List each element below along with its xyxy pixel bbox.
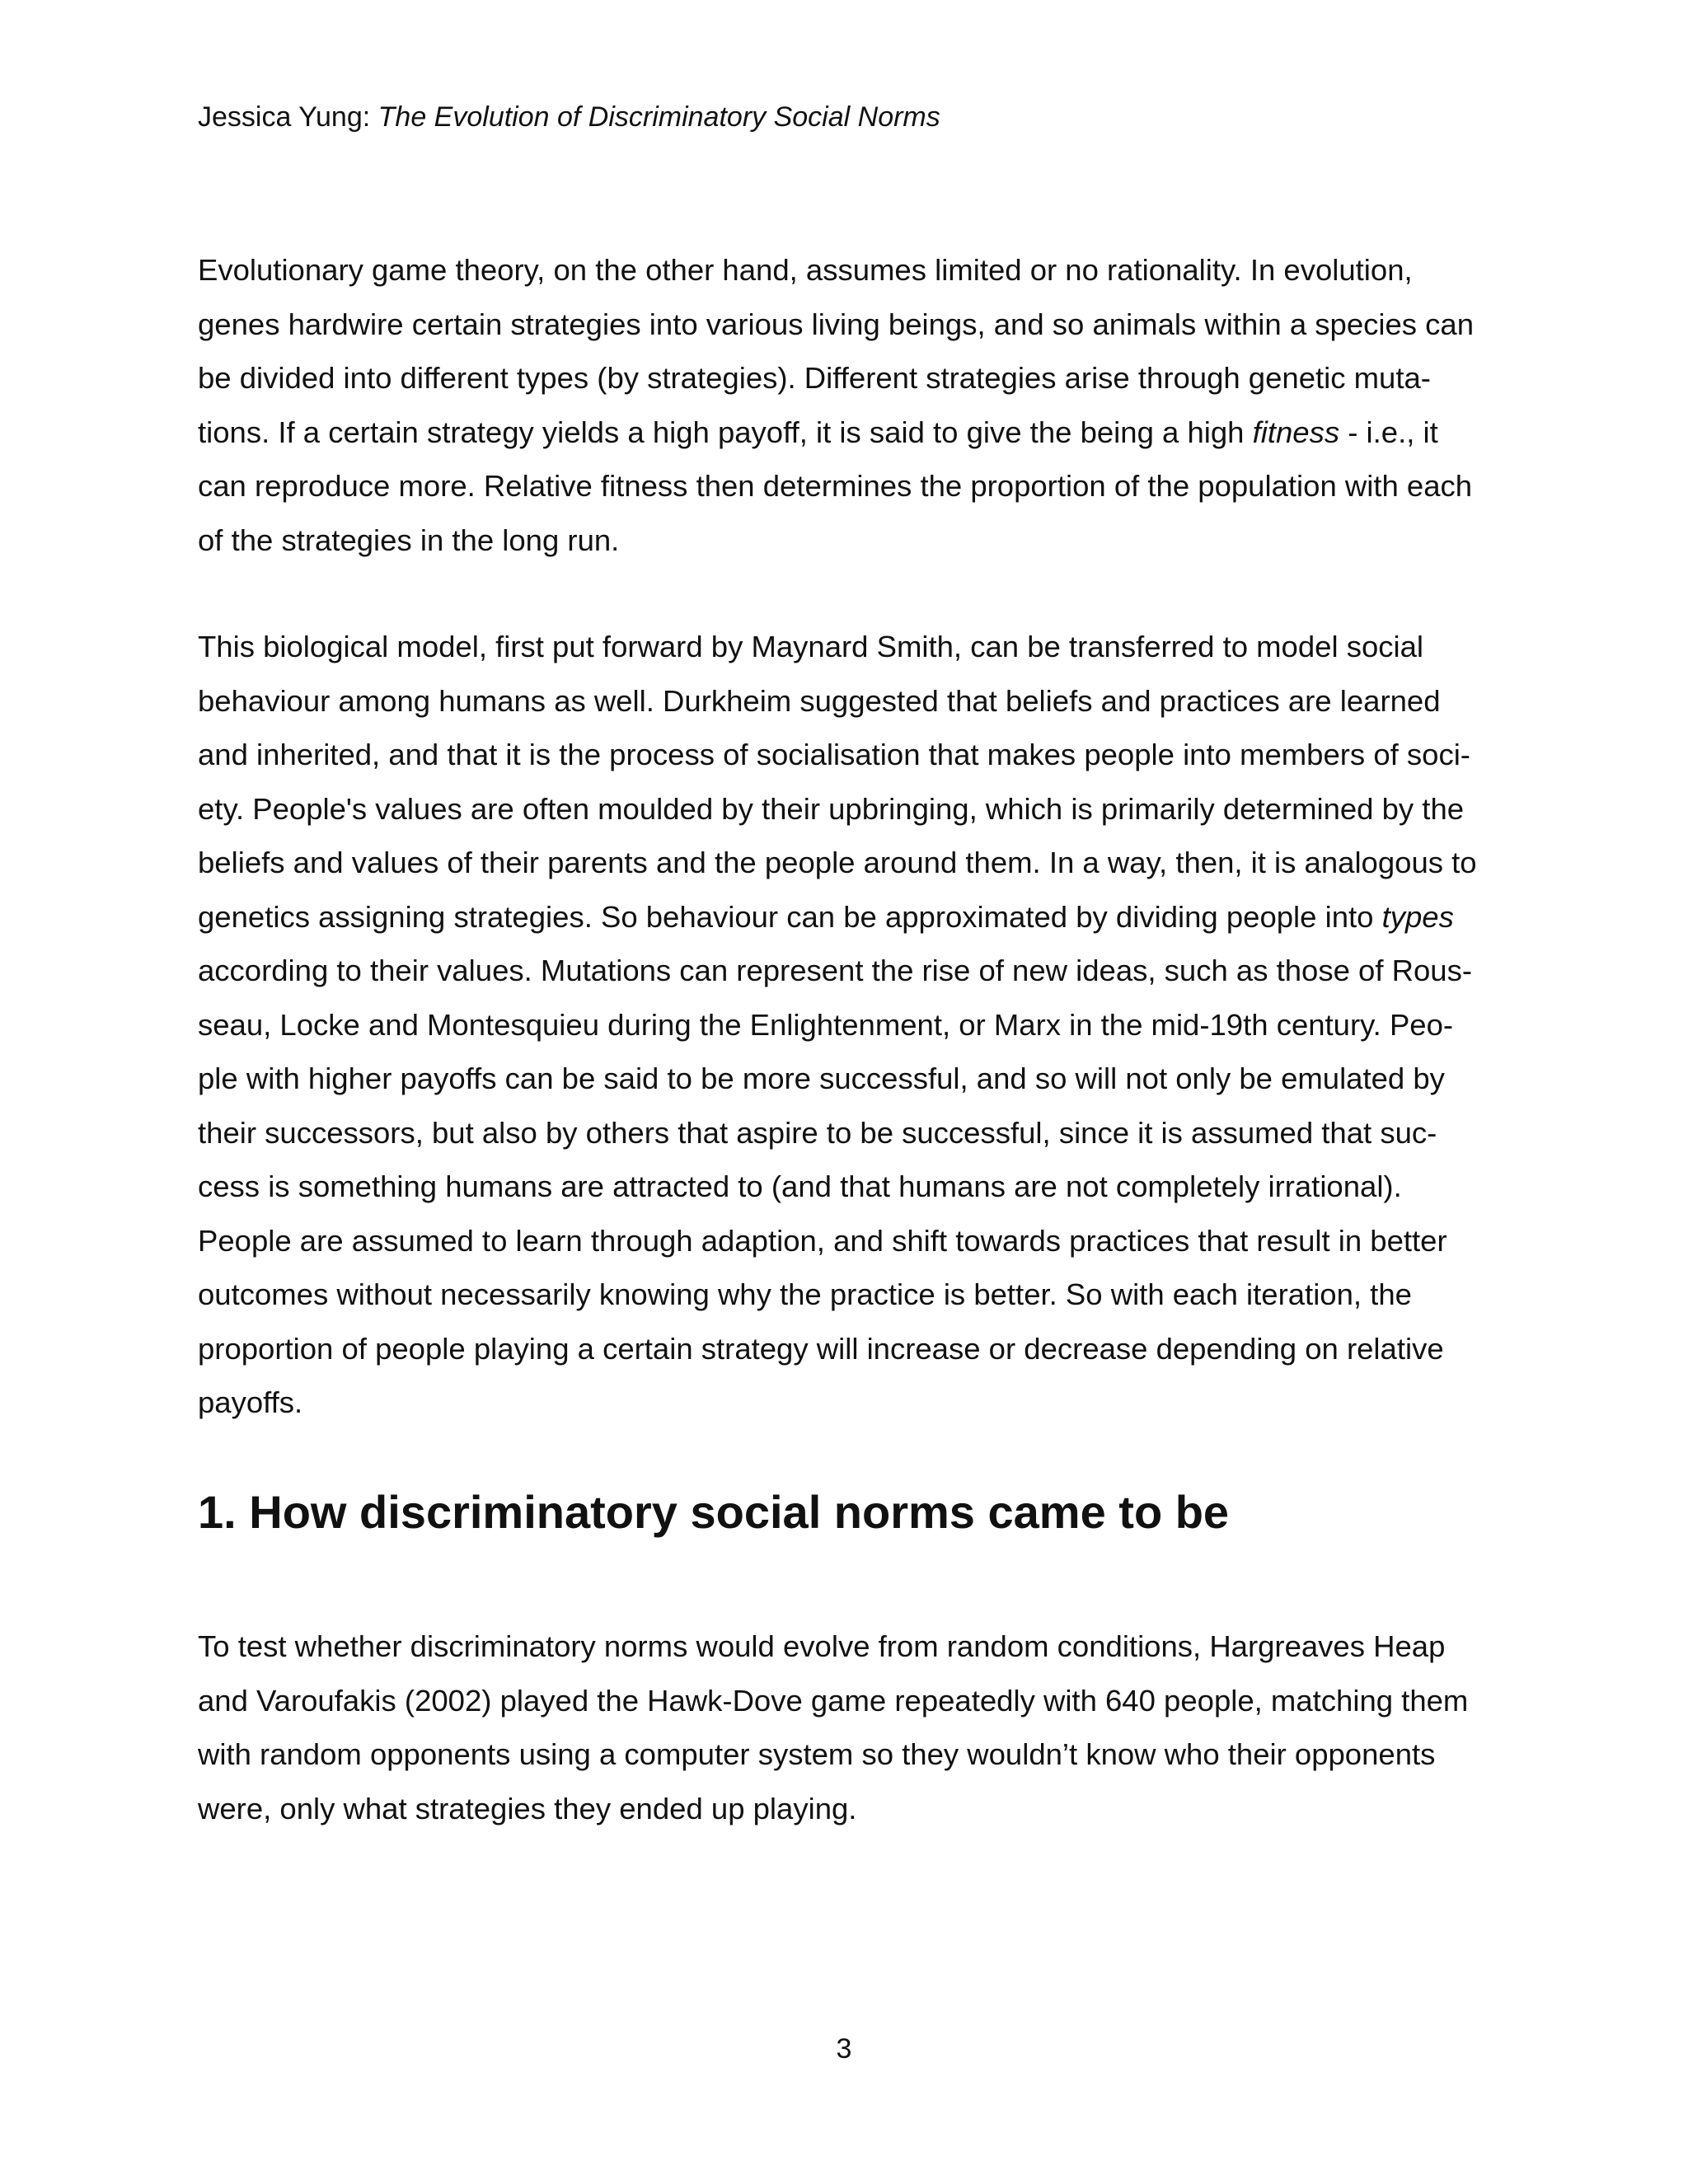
text-segment: tions. If a certain strategy yields a high payoff, it is said to give the being a high xyxy=(198,415,1253,449)
paragraph-evolutionary-game-theory xyxy=(198,243,1492,567)
paragraph-hawk-dove-experiment xyxy=(198,1619,1492,1835)
page-number: 3 xyxy=(836,2033,852,2064)
header-title: The Evolution of Discriminatory Social Norms xyxy=(377,101,940,133)
text-line: their successors, but also by others that aspire to be successful, since it is assumed that suc- xyxy=(198,1115,1437,1150)
text-segment: - i.e., it xyxy=(1339,415,1438,449)
text-line: of the strategies in the long run. xyxy=(198,523,620,557)
text-line: ety. People's values are often moulded by their upbringing, which is primarily determined by the xyxy=(198,791,1465,826)
text-line: People are assumed to learn through adaption, and shift towards practices that result in better xyxy=(198,1223,1447,1258)
section-heading: 1. How discriminatory social norms came to be xyxy=(198,1486,1230,1538)
text-line: outcomes without necessarily knowing why the practice is better. So with each iteration, the xyxy=(198,1277,1412,1311)
text-line: This biological model, first put forward by Maynard Smith, can be transferred to model social xyxy=(198,630,1424,663)
text-line: and Varoufakis (2002) played the Hawk-Dove game repeatedly with 640 people, matching them xyxy=(198,1683,1469,1718)
text-line: proportion of people playing a certain strategy will increase or decrease depending on relative xyxy=(198,1331,1444,1366)
paragraph-biological-model xyxy=(198,620,1492,1430)
text-line: and inherited, and that it is the process of socialisation that makes people into members of soci- xyxy=(198,738,1470,771)
text-line xyxy=(198,890,1492,944)
text-line: according to their values. Mutations can represent the rise of new ideas, such as those of Rous- xyxy=(198,954,1472,987)
text-line: be divided into different types (by strategies). Different strategies arise through genetic muta- xyxy=(198,361,1431,395)
text-line: were, only what strategies they ended up playing. xyxy=(198,1791,857,1825)
text-line: cess is something humans are attracted to (and that humans are not completely irrational). xyxy=(198,1169,1402,1203)
text-line: ple with higher payoffs can be said to be more successful, and so will not only be emulated by xyxy=(198,1062,1445,1095)
text-line: beliefs and values of their parents and the people around them. In a way, then, it is analogous to xyxy=(198,846,1477,879)
text-line: To test whether discriminatory norms would evolve from random conditions, Hargreaves Heap xyxy=(198,1629,1446,1663)
text-line: with random opponents using a computer system so they wouldn’t know who their opponents xyxy=(198,1737,1436,1771)
emphasis-types: types xyxy=(1381,899,1454,934)
text-line: behaviour among humans as well. Durkheim suggested that beliefs and practices are learned xyxy=(198,683,1441,718)
header-author: Jessica Yung: xyxy=(198,101,378,133)
text-line: seau, Locke and Montesquieu during the Enlightenment, or Marx in the mid-19th century. Peo- xyxy=(198,1007,1454,1042)
text-line: Evolutionary game theory, on the other hand, assumes limited or no rationality. In evolution, xyxy=(198,253,1413,287)
text-line: genes hardwire certain strategies into various living beings, and so animals within a species can xyxy=(198,307,1475,341)
text-line: can reproduce more. Relative fitness then determines the proportion of the population with each xyxy=(198,469,1473,503)
text-segment: genetics assigning strategies. So behaviour can be approximated by dividing people into xyxy=(198,899,1382,934)
running-header xyxy=(198,97,940,137)
text-line xyxy=(198,405,1492,460)
emphasis-fitness: fitness xyxy=(1252,415,1340,449)
text-line: payoffs. xyxy=(198,1385,303,1419)
